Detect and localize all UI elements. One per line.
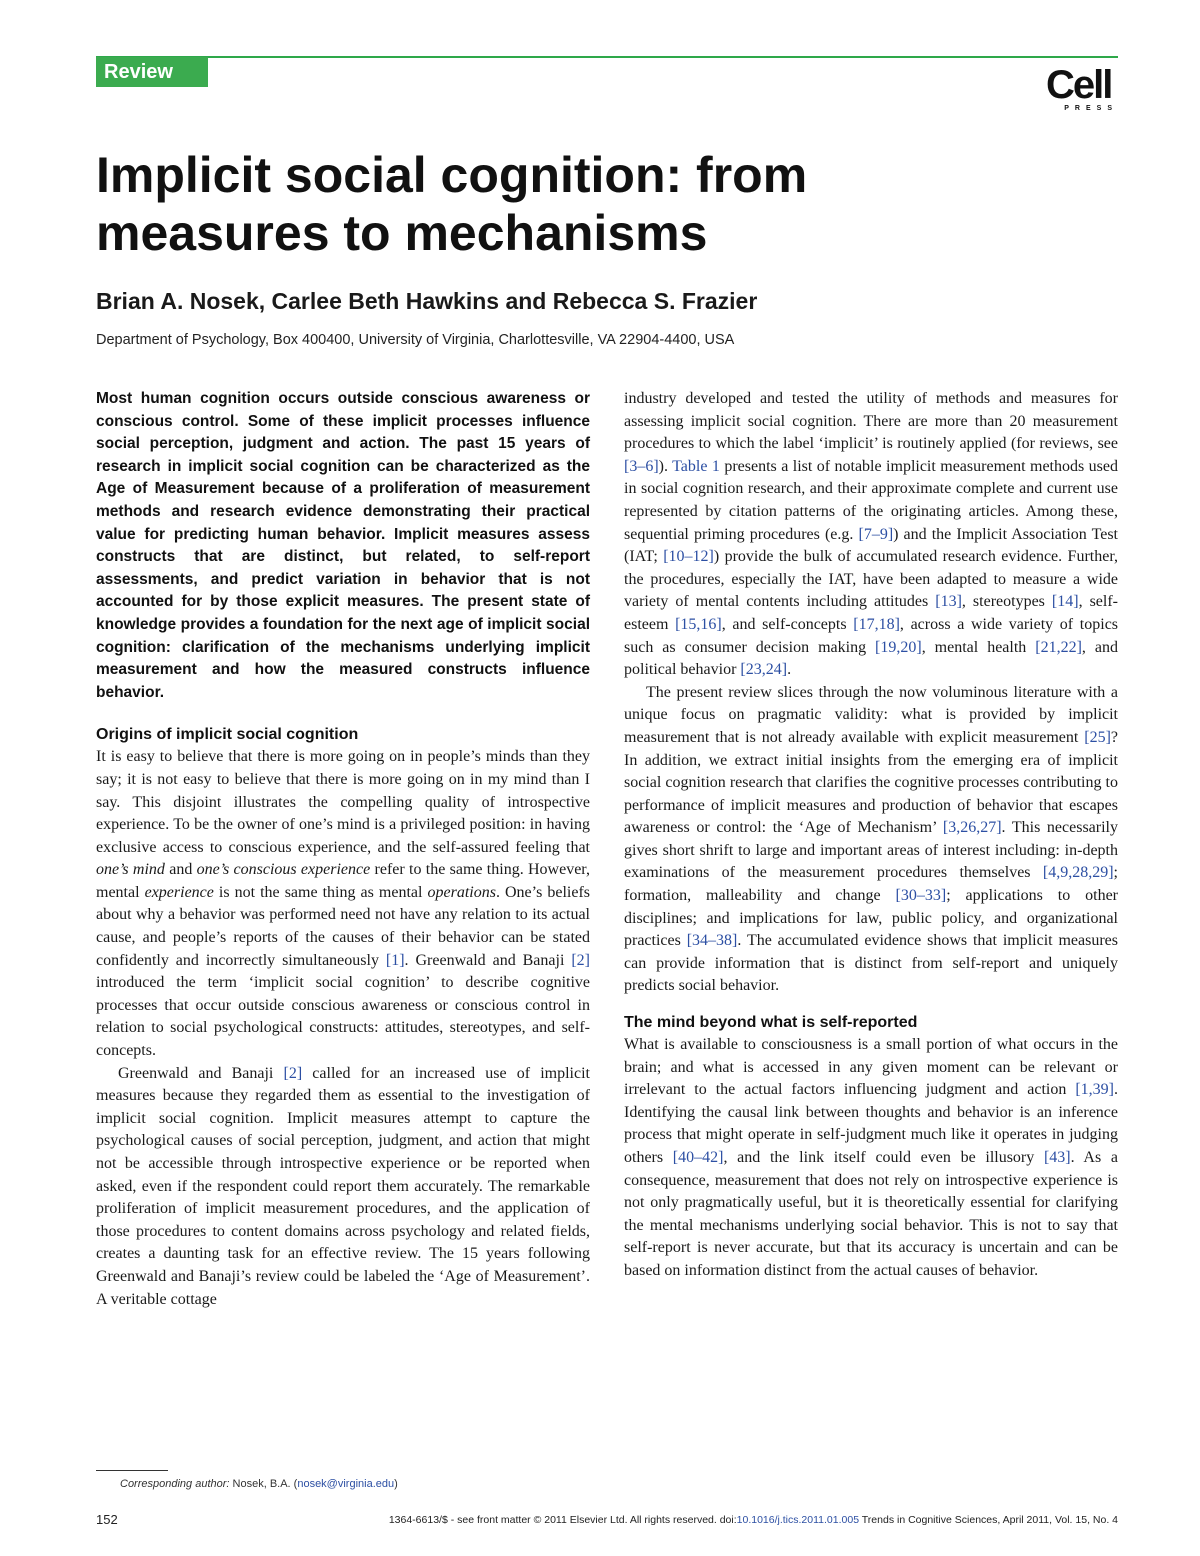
- paragraph-right-2: The present review slices through the now voluminous literature with a unique focus on pragmatic validity: what is provided by implicit measurement that is not already available with explicit measurement [25]? In addition, we extract initial insights from the emerging era of implicit social cognition research that clarifies the cognitive processes contributing to performance of implicit measures and production of behavior that escapes awareness or control: the ‘Age of Mechanism’ [3,26,27]. This necessarily gives short shrift to large and important areas of interest including: in-depth examinations of the measurement procedures themselves [4,9,28,29]; formation, malleability and change [30–33]; applications to other disciplines; and implications for law, public policy, and organizational practices [34–38]. The accumulated evidence shows that implicit measures can provide information that is distinct from self-report and uniquely predicts social behavior.: [624, 683, 1118, 995]
- citation-link[interactable]: [23,24]: [740, 661, 788, 679]
- citation-link[interactable]: [43]: [1043, 1149, 1071, 1166]
- abstract: Most human cognition occurs outside conscious awareness or conscious control. Some of these implicit processes influence social perception, judgment and action. The past 15 years of research in implicit social cognition can be characterized as the Age of Measurement because of a proliferation of measurement methods and research evidence demonstrating their practical value for predicting human behavior. Implicit measures assess constructs that are distinct, but related, to self-report assessments, and predict variation in behavior that is not accounted for by those explicit measures. The present state of knowledge provides a foundation for the next age of implicit social cognition: clarification of the mechanisms underlying implicit measurement and how the measured constructs influence behavior.: [96, 390, 590, 701]
- section-label: Review: [96, 57, 208, 87]
- citation-link[interactable]: [4,9,28,29]: [1042, 864, 1114, 882]
- paragraph-right-1: industry developed and tested the utility of methods and measures for assessing implicit social cognition. There are more than 20 measurement procedures to which the label ‘implicit’ is routinely applied (for reviews, see [3–6]). Table 1 presents a list of notable implicit measurement methods used in social cognition research, and their approximate complete and current use represented by citation patterns of the originating articles. Among these, sequential priming procedures (e.g. [7–9]) and the Implicit Association Test (IAT; [10–12]) provide the bulk of accumulated research evidence. Further, the procedures, especially the IAT, have been adapted to measure a wide variety of mental contents including attitudes [13], stereotypes [14], self-esteem [15,16], and self-concepts [17,18], across a wide variety of topics such as consumer decision making [19,20], mental health [21,22], and political behavior [23,24].: [624, 390, 1119, 679]
- table-link[interactable]: Table 1: [672, 457, 720, 475]
- citation-link[interactable]: [15,16]: [675, 615, 722, 633]
- citation-link[interactable]: [2]: [571, 951, 590, 969]
- citation-link[interactable]: [3–6]: [624, 457, 659, 475]
- publisher-logo: [1046, 63, 1118, 118]
- citation-link[interactable]: [13]: [935, 593, 962, 611]
- citation-link[interactable]: [10–12]: [663, 548, 714, 566]
- paragraph-self-reported: What is available to consciousness is a small portion of what occurs in the brain; and what is accessed in any given moment can be relevant or irrelevant to the actual factors influencing judgment and action [1,39]. Identifying the causal link between thoughts and behavior is an inference process that might operate in self-judgment much like it operates in judging others [40–42], and the link itself could even be illusory [43]. As a consequence, measurement that does not rely on introspective experience is not only pragmatically useful, but it is theoretically essential for clarifying the mental mechanisms underlying social behavior. This is not to say that self-report is never accurate, but that its accuracy is uncertain and can be based on information distinct from the actual causes of behavior.: [624, 1036, 1118, 1279]
- citation-link[interactable]: [40–42]: [672, 1149, 724, 1166]
- citation-link[interactable]: [1,39]: [1075, 1081, 1114, 1099]
- section-heading-origins: Origins of implicit social cognition: [96, 726, 359, 744]
- logo-word: Cell: [1046, 63, 1112, 107]
- citation-link[interactable]: [14]: [1051, 593, 1079, 611]
- author-list: Brian A. Nosek, Carlee Beth Hawkins and Rebecca S. Frazier: [96, 288, 758, 314]
- author-email-link[interactable]: nosek@virginia.edu: [297, 1478, 395, 1490]
- citation-link[interactable]: [1]: [385, 951, 405, 969]
- doi-link[interactable]: 10.1016/j.tics.2011.01.005: [736, 1514, 860, 1526]
- citation-link[interactable]: [2]: [283, 1064, 303, 1082]
- citation-link[interactable]: [7–9]: [858, 525, 894, 543]
- citation-link[interactable]: [21,22]: [1035, 638, 1082, 656]
- affiliation: Department of Psychology, Box 400400, University of Virginia, Charlottesville, VA 22904-4400, USA: [96, 332, 735, 348]
- citation-link[interactable]: [34–38]: [686, 932, 738, 950]
- article-title: [96, 146, 1096, 262]
- citation-link[interactable]: [19,20]: [875, 638, 922, 656]
- corresponding-author-footnote: Corresponding author: Nosek, B.A. (nosek@virginia.edu): [120, 1478, 398, 1490]
- citation-link[interactable]: [30–33]: [895, 887, 947, 905]
- right-column: [624, 388, 1118, 1283]
- citation-link[interactable]: [3,26,27]: [942, 819, 1002, 837]
- paragraph-origins-1: It is easy to believe that there is more going on in people’s minds than they say; it is not easy to believe that there is more going on in my mind than I say. This disjoint illustrates the compelling quality of introspective experience. To be the owner of one’s mind is a privileged position: in having exclusive access to conscious experience, and the self-assured feeling that one’s mind and one’s conscious experience refer to the same thing. However, mental experience is not the same thing as mental operations. One’s beliefs about why a behavior was performed need not have any relation to its actual cause, and people’s reports of the causes of their behavior can be stated confidently and incorrectly simultaneously [1]. Greenwald and Banaji [2] introduced the term ‘implicit social cognition’ to describe cognitive processes that occur outside conscious awareness or conscious control in relation to social psychological constructs: attitudes, stereotypes, and self-concepts.: [96, 748, 591, 1060]
- citation-link[interactable]: [17,18]: [853, 615, 900, 633]
- left-column: [96, 388, 590, 1311]
- page-number: 152: [96, 1512, 118, 1527]
- title-line-2: measures to mechanisms: [96, 205, 708, 261]
- paragraph-origins-2: Greenwald and Banaji [2] called for an increased use of implicit measures because they regarded them as essential to the investigation of implicit social cognition. Implicit measures attempt to capture the psychological causes of social perception, judgment, and action that might not be accessible through introspective experience or be reported when asked, even if the respondent could report them accurately. The remarkable proliferation of implicit measurement procedures, and the application of those procedures to content domains across psychology and related fields, creates a daunting task for an effective review. The 15 years following Greenwald and Banaji’s review could be labeled the ‘Age of Measurement’. A veritable cottage: [96, 1064, 590, 1308]
- citation-link[interactable]: [25]: [1084, 728, 1111, 746]
- header-rule: [96, 56, 1118, 58]
- footnote-rule: [96, 1470, 168, 1471]
- title-line-1: Implicit social cognition: from: [96, 147, 808, 203]
- footer-citation: 1364-6613/$ - see front matter © 2011 Elsevier Ltd. All rights reserved. doi:10.1016/j.tics.2011.01.005 Trends in Cognitive Sciences, April 2011, Vol. 15, No. 4: [388, 1514, 1118, 1526]
- section-heading-self-reported: The mind beyond what is self-reported: [624, 1014, 918, 1032]
- logo-subtext: PRESS: [1064, 105, 1118, 112]
